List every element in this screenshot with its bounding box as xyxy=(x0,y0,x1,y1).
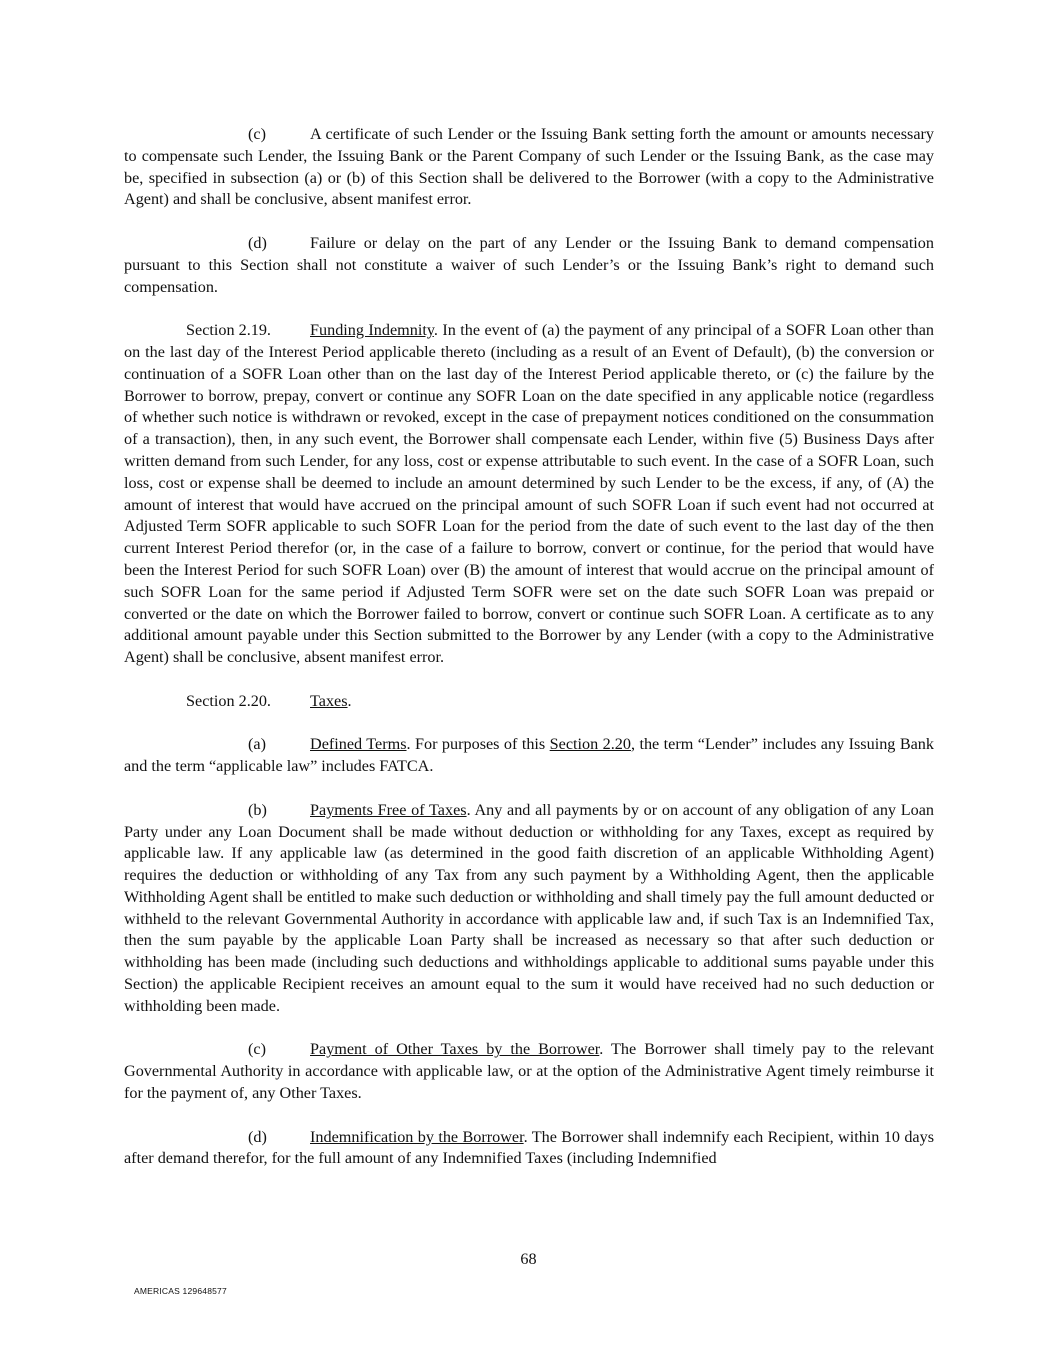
paragraph-label: (b) xyxy=(248,800,267,819)
section-text: In the event of (a) the payment of any principal of a SOFR Loan other than on the last day of the Interest Period applicable thereto (including as a result of an Event of Default), (b) the conversion or continuation of a SOFR Loan other than on the last day of the Interest Period applicable thereto, or (c) the failure by the Borrower to borrow, prepay, convert or continue any SOFR Loan on the date specified in any applicable notice (regardless of whether such notice is withdrawn or revoked, except in the case of prepayment notices conditioned on the consummation of a transaction), then, in any such event, the Borrower shall compensate each Lender, within five (5) Business Days after written demand from such Lender, for any loss, cost or expense attributable to such event. In the case of a SOFR Loan, such loss, cost or expense shall be deemed to include an amount determined by such Lender to be the excess, if any, of (A) the amount of interest that would have accrued on the principal amount of such SOFR Loan if such event had not occurred at Adjusted Term SOFR applicable to such SOFR Loan for the period from the date of such event to the last day of the then current Interest Period therefor (or, in the case of a failure to borrow, convert or continue, for the period that would have been the Interest Period for such SOFR Loan) over (B) the amount of interest that would accrue on the principal amount of such SOFR Loan for the same period if Adjusted Term SOFR were set on the date such SOFR Loan was prepaid or converted or the date on which the Borrower failed to borrow, convert or continue such SOFR Loan. A certificate as to any additional amount payable under this Section submitted to the Borrower by any Lender (with a copy to the Administrative Agent) shall be conclusive, absent manifest error. xyxy=(124,321,934,667)
section-title: Funding Indemnity xyxy=(310,321,434,340)
document-body xyxy=(124,124,934,1192)
paragraph-title: Payment of Other Taxes by the Borrower xyxy=(310,1040,600,1059)
paragraph-text: The Borrower shall indemnify each Recipient, within 10 days after demand therefor, for the full amount of any Indemnified Taxes (including Indemnified xyxy=(124,1127,934,1168)
paragraph-label: (d) xyxy=(248,1127,267,1146)
paragraph-text: A certificate of such Lender or the Issuing Bank setting forth the amount or amounts necessary to compensate such Lender, the Issuing Bank or the Parent Company of such Lender or the Issuing Bank, as the case may be, specified in subsection (a) or (b) of this Section shall be delivered to the Borrower (with a copy to the Administrative Agent) and shall be conclusive, absent manifest error. xyxy=(124,125,934,209)
section-2-19-funding-indemnity: Section 2.19. Funding Indemnity. In the event of (a) the payment of any principal of a SOFR Loan other than on the last day of the Interest Period applicable thereto (including as a result of an Event of Default), (b) the conversion or continuation of a SOFR Loan other than on the last day of the Interest Period applicable thereto, or (c) the failure by the Borrower to borrow, prepay, convert or continue any SOFR Loan on the date specified in any applicable notice (regardless of whether such notice is withdrawn or revoked, except in the case of prepayment notices conditioned on the consummation of a transaction), then, in any such event, the Borrower shall compensate each Lender, within five (5) Business Days after written demand from such Lender, for any loss, cost or expense attributable to such event. In the case of a SOFR Loan, such loss, cost or expense shall be deemed to include an amount determined by such Lender to be the excess, if any, of (A) the amount of interest that would have accrued on the principal amount of such SOFR Loan if such event had not occurred at Adjusted Term SOFR applicable to such SOFR Loan for the period from the date of such event to the last day of the then current Interest Period therefor (or, in the case of a failure to borrow, convert or continue, for the period that would have been the Interest Period for such SOFR Loan) over (B) the amount of interest that would accrue on the principal amount of such SOFR Loan for the same period if Adjusted Term SOFR were set on the date such SOFR Loan was prepaid or converted or the date on which the Borrower failed to borrow, convert or continue such SOFR Loan. A certificate as to any additional amount payable under this Section submitted to the Borrower by any Lender (with a copy to the Administrative Agent) shall be conclusive, absent manifest error. xyxy=(124,321,934,667)
paragraph-title: Payments Free of Taxes xyxy=(310,800,467,819)
paragraph-d-failure-or-delay xyxy=(124,233,934,298)
footer-document-id: AMERICAS 129648577 xyxy=(134,1286,227,1296)
paragraph-text: Failure or delay on the part of any Lender or the Issuing Bank to demand compensation pursuant to this Section shall not constitute a waiver of such Lender’s or the Issuing Bank’s right to demand such compensation. xyxy=(124,233,934,296)
paragraph-title: Defined Terms xyxy=(310,735,407,754)
section-cross-reference: Section 2.20 xyxy=(549,735,631,754)
paragraph-c-payment-of-other-taxes: (c) Payment of Other Taxes by the Borrower. The Borrower shall timely pay to the relevant Governmental Authority in accordance with applicable law, or at the option of the Administrative Agent timely reimburse it for the payment of, any Other Taxes. xyxy=(124,1040,934,1103)
page-number: 68 xyxy=(520,1250,537,1268)
section-number: Section 2.20. xyxy=(186,691,271,710)
paragraph-b-payments-free-of-taxes: (b) Payments Free of Taxes. Any and all payments by or on account of any obligation of any Loan Party under any Loan Document shall be made without deduction or withholding for any Taxes, except as required by applicable law. If any applicable law (as determined in the good faith discretion of an applicable Withholding Agent) requires the deduction or withholding of any Tax from any such payment by a Withholding Agent, then the applicable Withholding Agent shall be entitled to make such deduction or withholding and shall timely pay the full amount deducted or withheld to the relevant Governmental Authority in accordance with applicable law and, if such Tax is an Indemnified Tax, then the sum payable by the applicable Loan Party shall be increased as necessary so that after such deduction or withholding has been made (including such deductions and withholdings applicable to additional sums payable under this Section) the applicable Recipient receives an amount equal to the sum it would have received had no such deduction or withholding been made. xyxy=(124,800,934,1015)
paragraph-label: (d) xyxy=(248,233,267,252)
section-number: Section 2.19. xyxy=(186,321,271,340)
paragraph-text: For purposes of this xyxy=(415,735,546,754)
paragraph-label: (c) xyxy=(248,125,266,143)
paragraph-label: (a) xyxy=(248,735,266,754)
paragraph-c-certificate xyxy=(124,124,934,211)
paragraph-text: The Borrower shall timely pay to the relevant Governmental Authority in accordance with applicable law, or at the option of the Administrative Agent timely reimburse it for the payment of, any Other Taxes. xyxy=(124,1040,934,1103)
paragraph-d-indemnification: (d) Indemnification by the Borrower. The Borrower shall indemnify each Recipient, within 10 days after demand therefor, for the full amount of any Indemnified Taxes (including Indemnified xyxy=(124,1127,934,1168)
paragraph-text-continued: , the term “Lender” includes any Issuing Bank and the term “applicable law” includes FATCA. xyxy=(124,735,934,776)
paragraph-title: Indemnification by the Borrower xyxy=(310,1127,524,1146)
section-title: Taxes xyxy=(310,691,348,710)
paragraph-a-defined-terms: (a) Defined Terms. For purposes of this Section 2.20, the term “Lender” includes any Issuing Bank and the term “applicable law” includes FATCA. xyxy=(124,735,934,776)
paragraph-text: Any and all payments by or on account of any obligation of any Loan Party under any Loan Document shall be made without deduction or withholding for any Taxes, except as required by applicable law. If any applicable law (as determined in the good faith discretion of an applicable Withholding Agent) requires the deduction or withholding of any Tax from any such payment by a Withholding Agent, then the applicable Withholding Agent shall be entitled to make such deduction or withholding and shall timely pay the full amount deducted or withheld to the relevant Governmental Authority in accordance with applicable law and, if such Tax is an Indemnified Tax, then the sum payable by the applicable Loan Party shall be increased as necessary so that after such deduction or withholding has been made (including such deductions and withholdings applicable to additional sums payable under this Section) the applicable Recipient receives an amount equal to the sum it would have received had no such deduction or withholding been made. xyxy=(124,800,934,1015)
section-2-20-taxes: Section 2.20. Taxes. xyxy=(124,691,934,713)
paragraph-label: (c) xyxy=(248,1040,266,1059)
